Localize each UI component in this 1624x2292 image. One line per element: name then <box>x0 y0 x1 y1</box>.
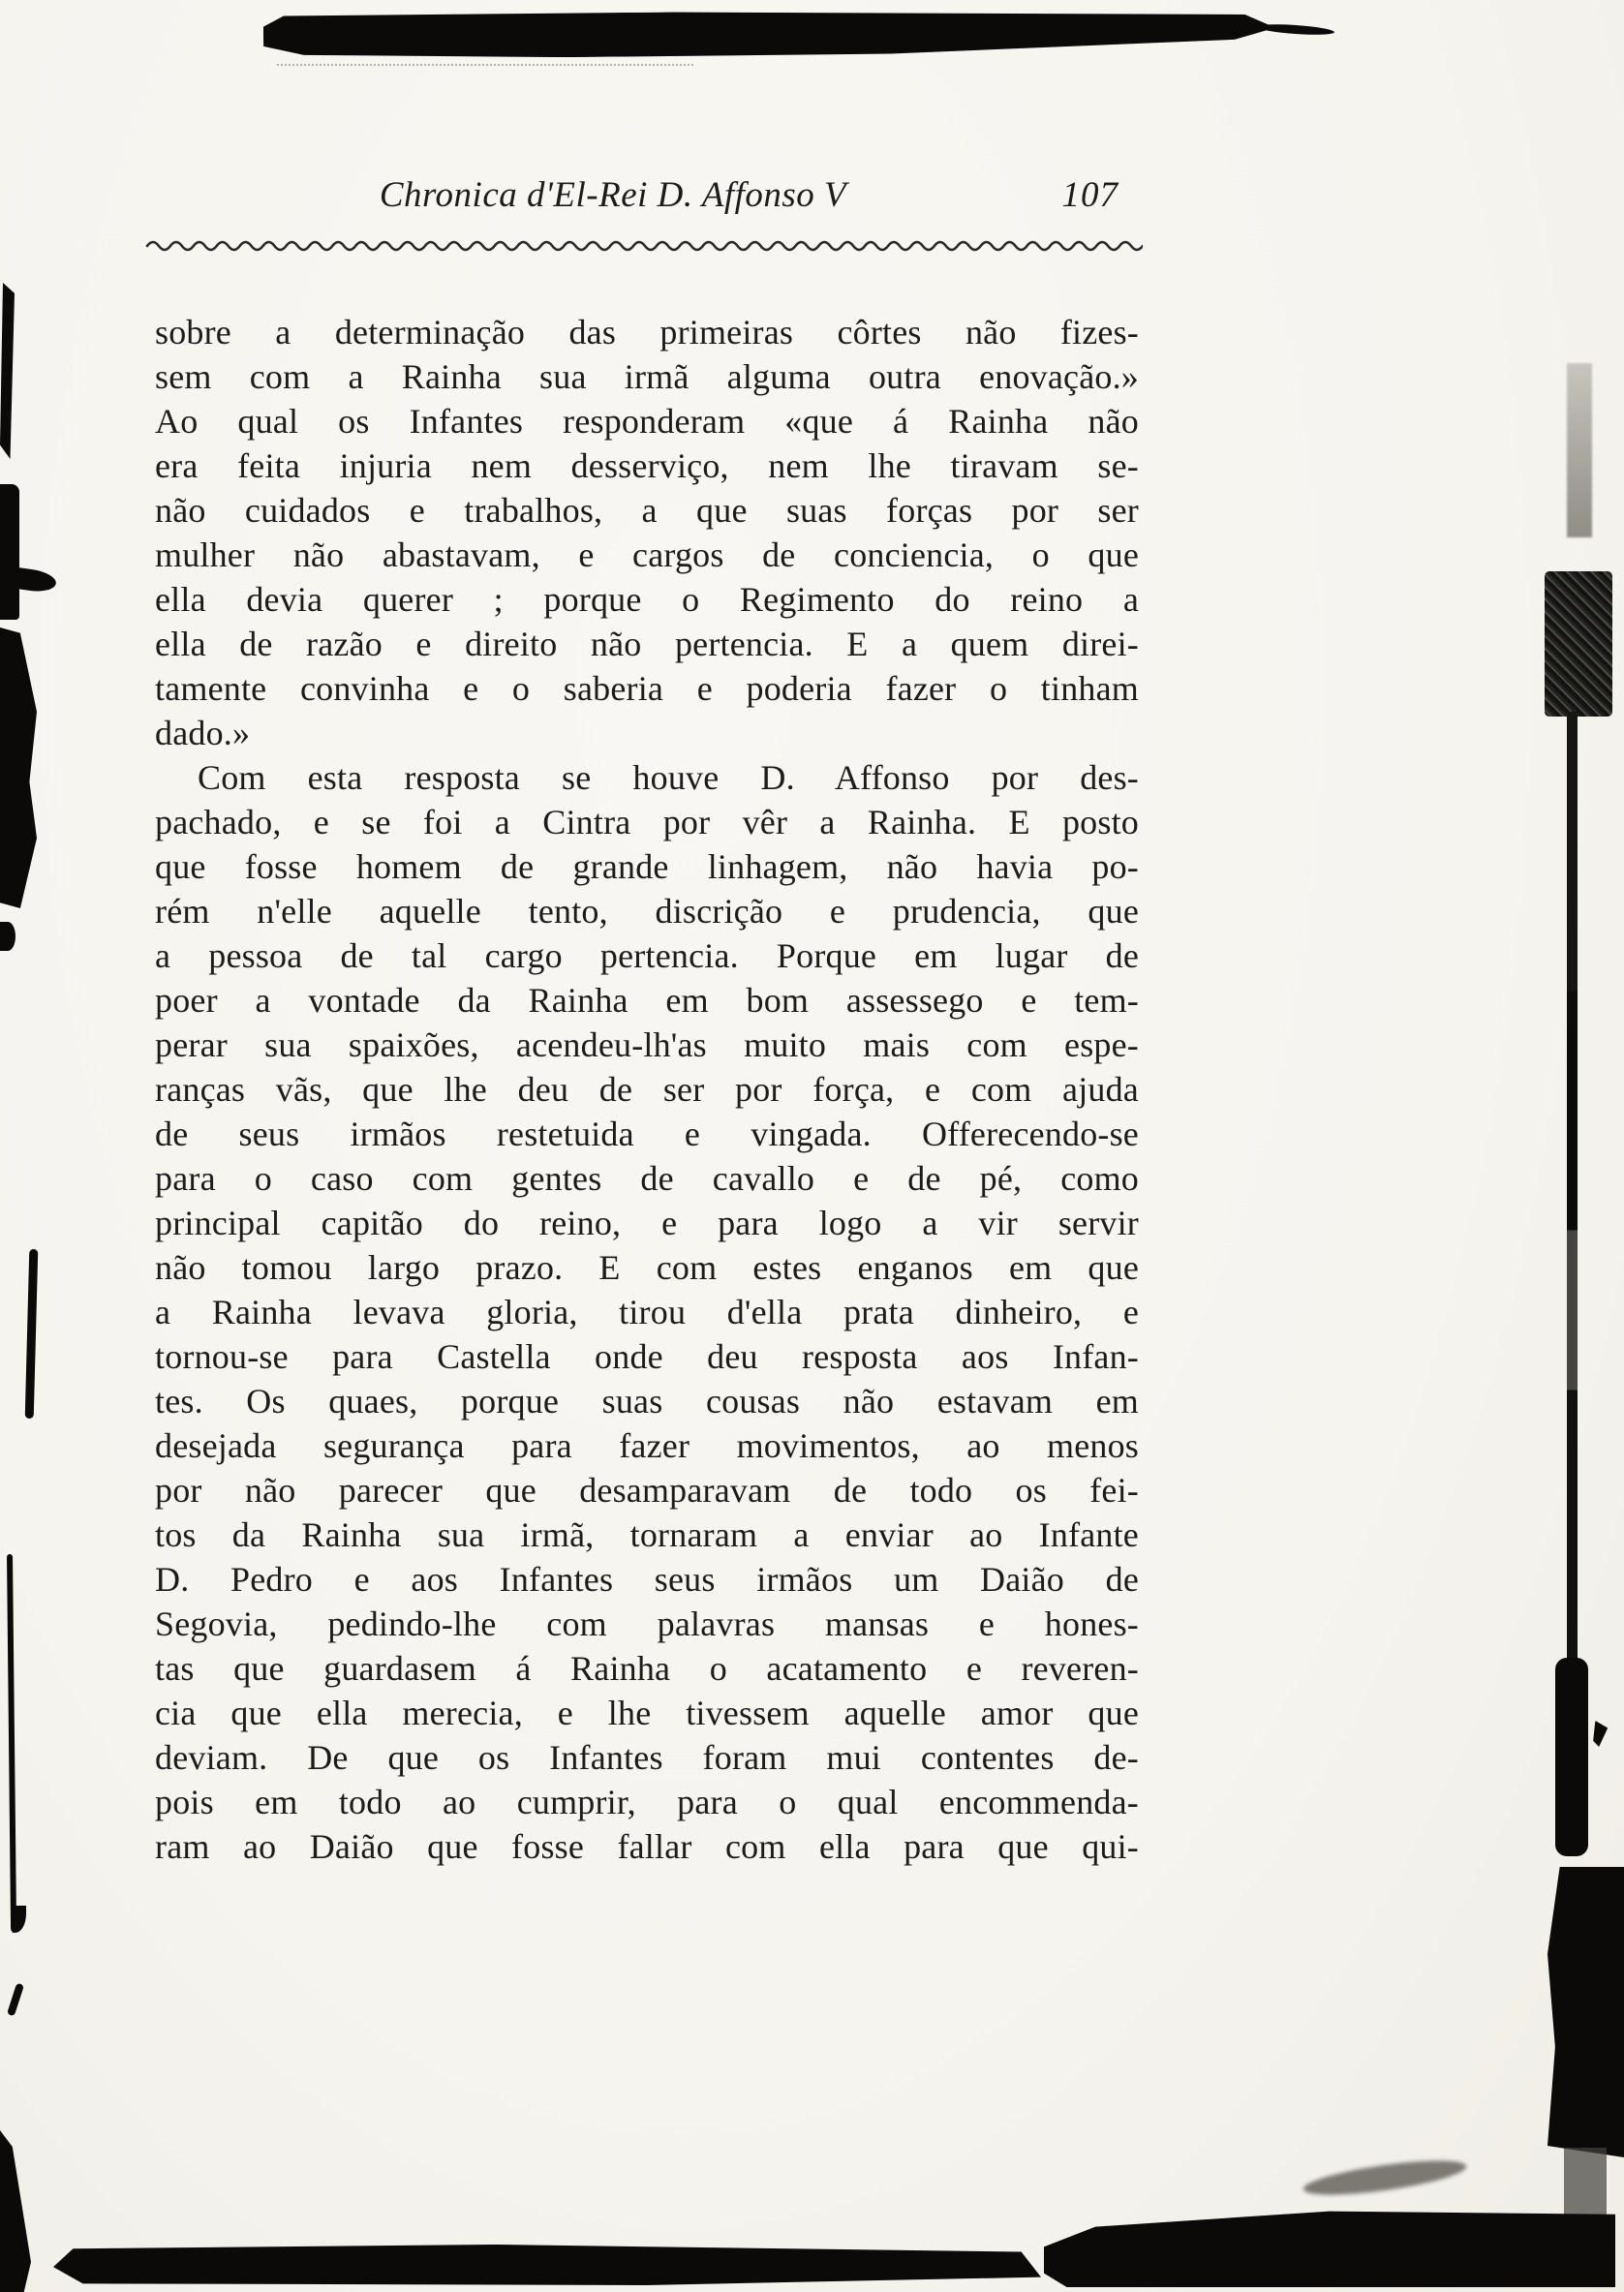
text-line: para o caso com gentes de cavallo e de pé, como <box>155 1159 1139 1198</box>
scan-artifact-top-bar-tail <box>1257 22 1334 37</box>
scan-artifact-bottom-bar-left <box>53 2245 1041 2285</box>
scan-artifact-right-gap <box>1564 2148 1607 2217</box>
text-line: a Rainha levava gloria, tirou d'ella prata dinheiro, e <box>155 1293 1139 1331</box>
scan-artifact-left-mark-2 <box>0 484 19 620</box>
text-line: ranças vãs, que lhe deu de ser por força, e com ajuda <box>155 1070 1139 1109</box>
scan-artifact-left-blob <box>0 627 37 908</box>
text-line: rém n'elle aquelle tento, discrição e prudencia, que <box>155 892 1139 931</box>
running-title: Chronica d'El-Rei D. Affonso V <box>379 175 847 215</box>
text-line: D. Pedro e aos Infantes seus irmãos um Daião de <box>155 1560 1139 1599</box>
scan-artifact-right-blob-2 <box>1547 1867 1624 2157</box>
wavy-divider <box>145 236 1143 256</box>
scan-artifact-right-edge-line <box>1567 712 1578 1709</box>
text-line: ram ao Daião que fosse fallar com ella para que qui- <box>155 1827 1139 1866</box>
text-line: desejada segurança para fazer movimentos, ao menos <box>155 1426 1139 1465</box>
page-header <box>155 174 1139 227</box>
text-line: sem com a Rainha sua irmã alguma outra enovação.» <box>155 357 1139 396</box>
body-text <box>155 310 1139 1869</box>
scan-artifact-left-line-2 <box>7 1554 16 1922</box>
text-line: de seus irmãos restetuida e vingada. Offerecendo-se <box>155 1115 1139 1153</box>
text-line: que fosse homem de grande linhagem, não havia po- <box>155 847 1139 886</box>
text-line: poer a vontade da Rainha em bom assessego e tem- <box>155 981 1139 1020</box>
text-line: tos da Rainha sua irmã, tornaram a enviar ao Infante <box>155 1515 1139 1554</box>
text-line: era feita injuria nem desserviço, nem lhe tiravam se- <box>155 446 1139 485</box>
scan-artifact-left-tick <box>7 1983 24 2017</box>
text-line: não cuidados e trabalhos, a que suas forças por ser <box>155 491 1139 530</box>
text-line: Com esta resposta se houve D. Affonso por des- <box>198 758 1139 797</box>
scan-artifact-bottom-bar-right <box>1044 2210 1615 2287</box>
text-line: mulher não abastavam, e cargos de conciencia, o que <box>155 535 1139 574</box>
text-line: perar sua spaixões, acendeu-lh'as muito mais com espe- <box>155 1025 1139 1064</box>
scan-artifact-right-blob-1 <box>1555 1658 1588 1856</box>
text-line: Ao qual os Infantes responderam «que á Rainha não <box>155 402 1139 441</box>
text-line: pachado, e se foi a Cintra por vêr a Rainha. E posto <box>155 803 1139 841</box>
text-line: principal capitão do reino, e para logo a vir servir <box>155 1204 1139 1242</box>
scan-artifact-bottom-left-blob <box>0 2130 31 2292</box>
scan-artifact-left-mark-1 <box>0 283 15 459</box>
scan-artifact-right-texture <box>1545 571 1612 717</box>
text-line: tamente convinha e o saberia e poderia fazer o tinham <box>155 669 1139 708</box>
page-number: 107 <box>1061 175 1118 215</box>
text-line: tornou-se para Castella onde deu resposta aos Infan- <box>155 1337 1139 1376</box>
wavy-divider-path <box>147 242 1143 250</box>
scan-artifact-top-bar <box>263 9 1275 58</box>
scan-artifact-left-mark-3 <box>0 922 15 951</box>
scan-artifact-dotted-line <box>277 64 693 66</box>
text-line: ella de razão e direito não pertencia. E a quem direi- <box>155 625 1139 663</box>
text-line: a pessoa de tal cargo pertencia. Porque em lugar de <box>155 936 1139 975</box>
text-line: dado.» <box>155 714 251 752</box>
text-line: não tomou largo prazo. E com estes enganos em que <box>155 1248 1139 1287</box>
scan-artifact-right-tick <box>1591 1721 1609 1748</box>
text-line: cia que ella merecia, e lhe tivessem aquelle amor que <box>155 1694 1139 1732</box>
text-line: tes. Os quaes, porque suas cousas não estavam em <box>155 1382 1139 1421</box>
text-line: tas que guardasem á Rainha o acatamento e reveren- <box>155 1649 1139 1688</box>
scan-artifact-left-line-hook <box>11 1906 26 1933</box>
text-line: sobre a determinação das primeiras côrtes não fizes- <box>155 313 1139 351</box>
text-line: por não parecer que desamparavam de todo os fei- <box>155 1471 1139 1510</box>
text-line: deviam. De que os Infantes foram mui contentes de- <box>155 1738 1139 1777</box>
scan-artifact-right-shadow <box>1567 363 1592 537</box>
scan-artifact-corner-smear <box>1302 2154 1468 2201</box>
scan-artifact-left-line-1 <box>25 1249 39 1419</box>
text-line: pois em todo ao cumprir, para o qual encommenda- <box>155 1783 1139 1821</box>
text-line: Segovia, pedindo-lhe com palavras mansas e hones- <box>155 1604 1139 1643</box>
text-line: ella devia querer ; porque o Regimento do reino a <box>155 580 1139 619</box>
